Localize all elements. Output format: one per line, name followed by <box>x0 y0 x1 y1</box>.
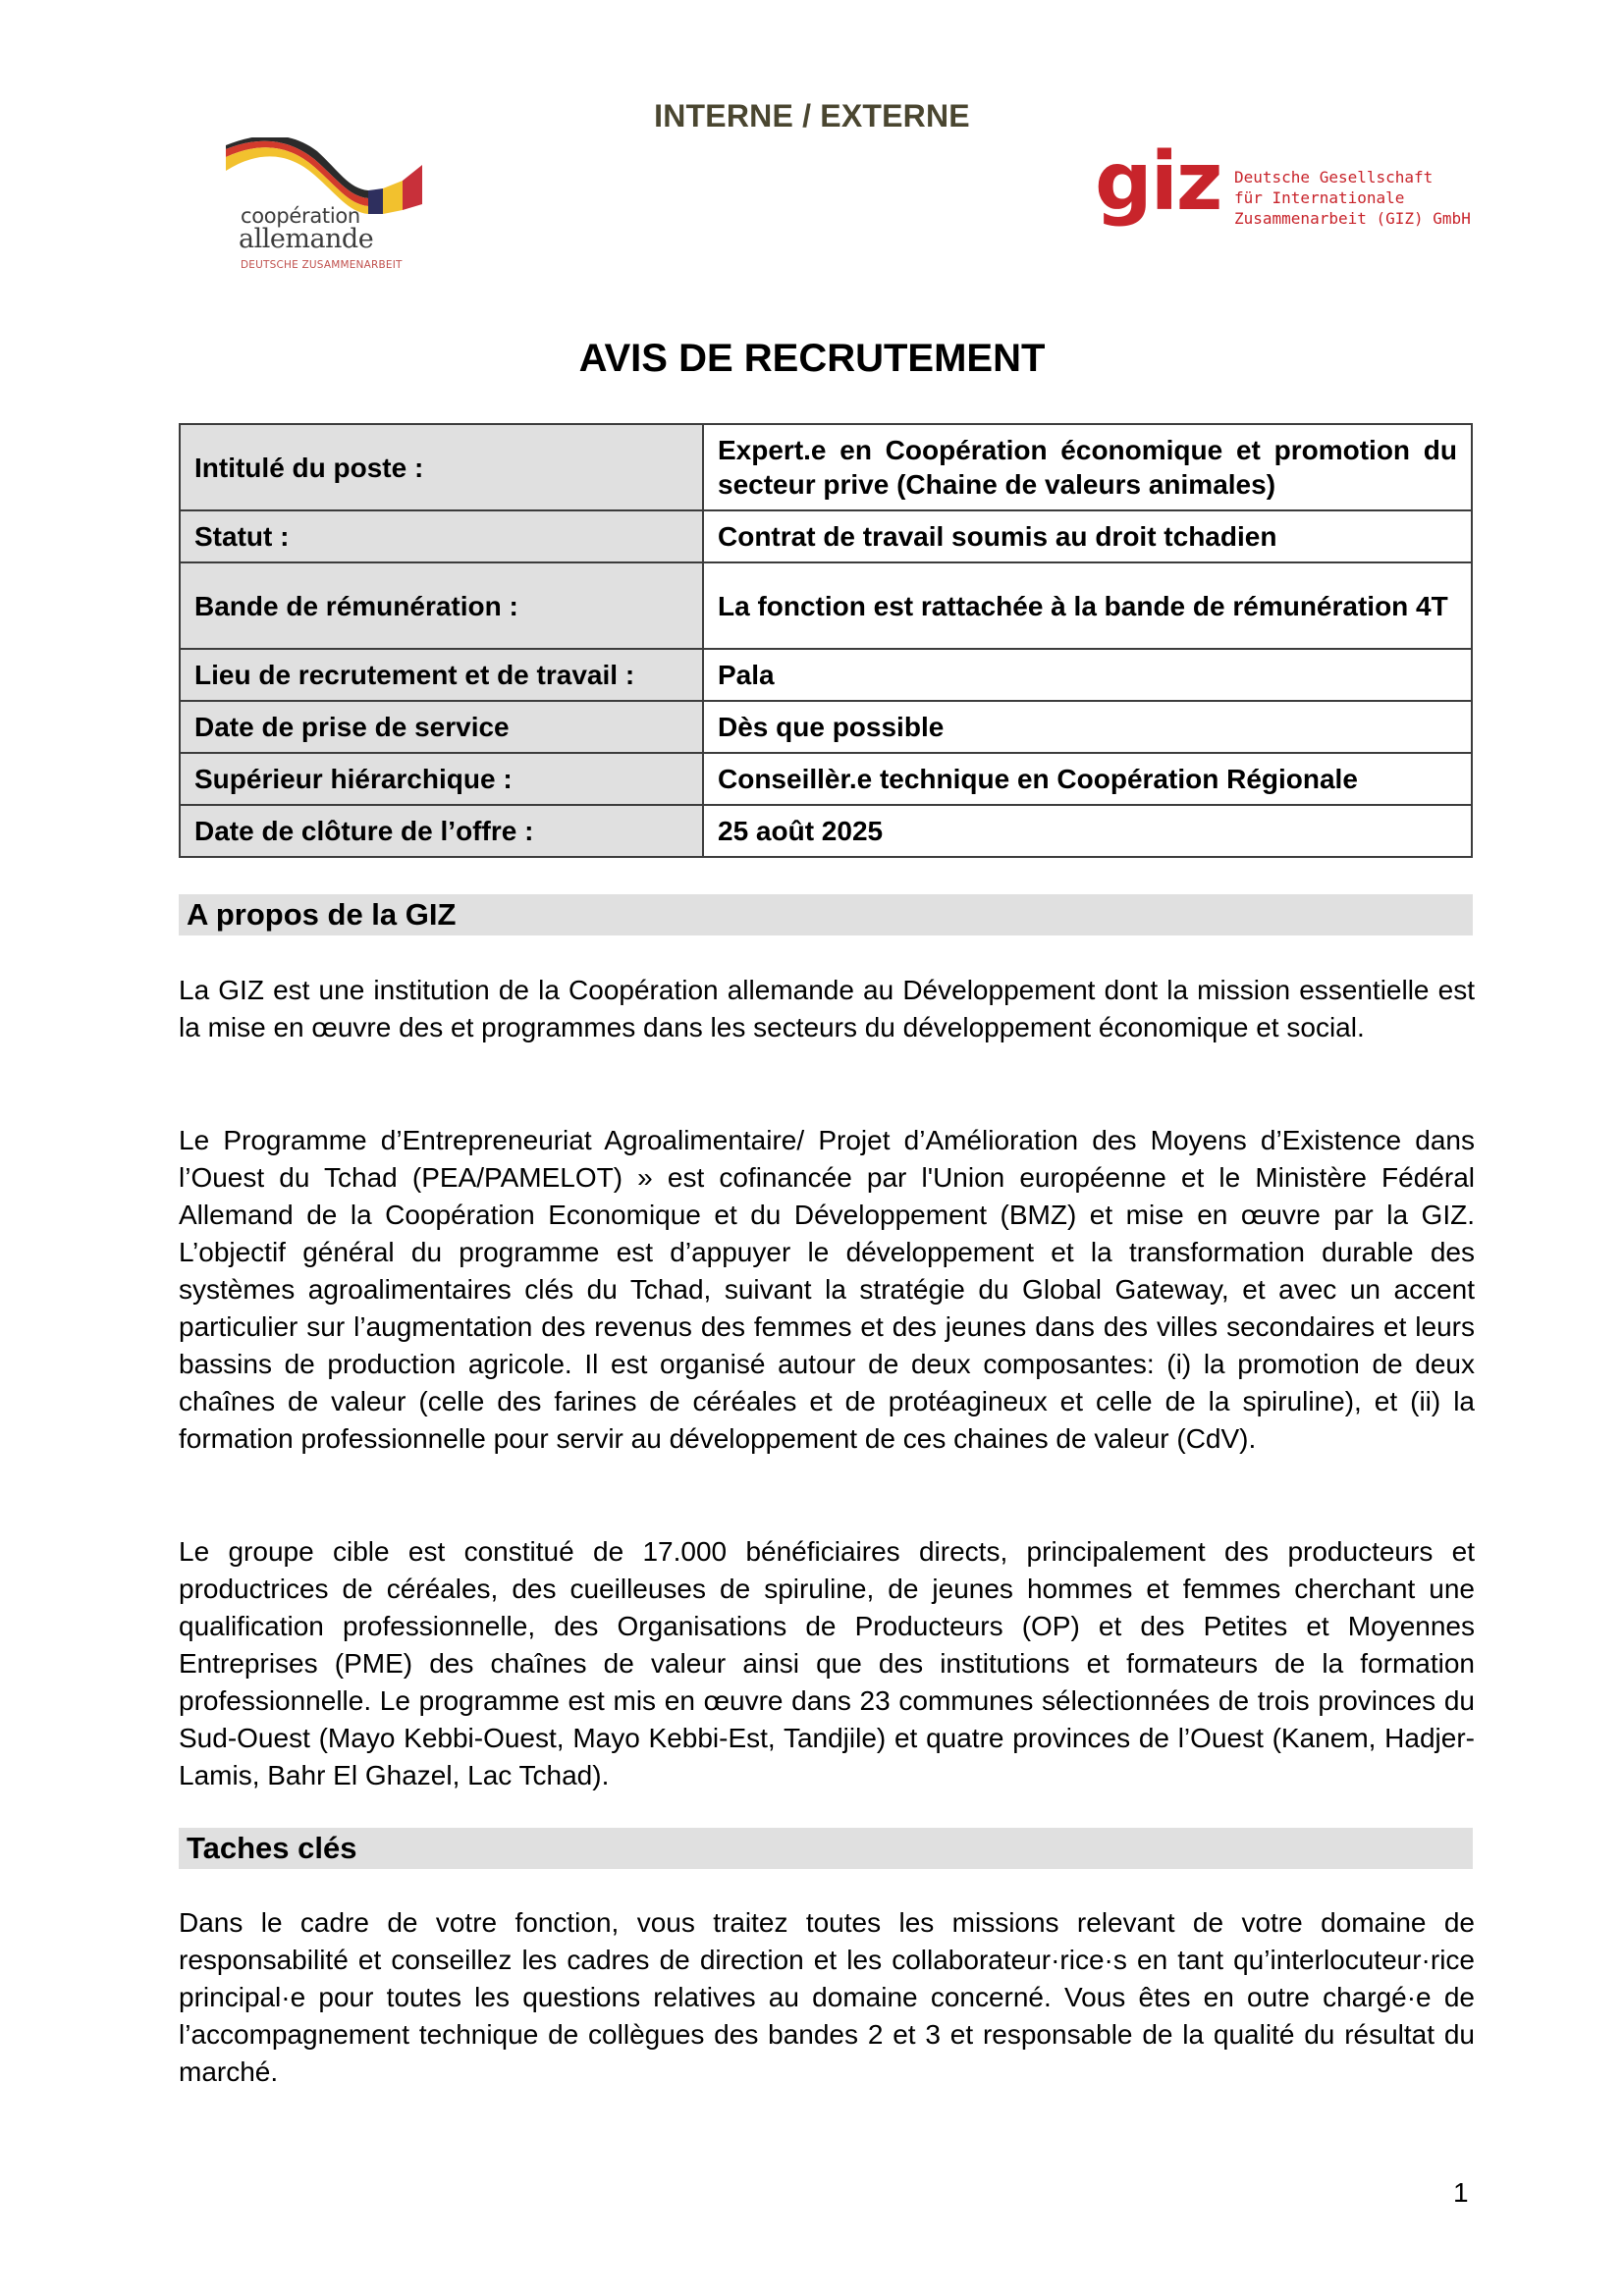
row-label: Supérieur hiérarchique : <box>180 753 703 805</box>
table-row <box>180 424 1472 510</box>
row-label: Statut : <box>180 510 703 562</box>
row-value: La fonction est rattachée à la bande de rémunération 4T <box>703 562 1472 649</box>
job-info-table <box>179 423 1473 858</box>
giz-wordmark: giz <box>1095 135 1221 229</box>
row-label: Date de clôture de l’offre : <box>180 805 703 857</box>
row-label: Lieu de recrutement et de travail : <box>180 649 703 701</box>
row-label: Intitulé du poste : <box>180 424 703 510</box>
cooperation-allemande-logo <box>221 137 476 275</box>
section-heading-about-giz <box>179 894 1473 935</box>
paragraph-programme: Le Programme d’Entrepreneuriat Agroalimentaire/ Projet d’Amélioration des Moyens d’Existence dans l’Ouest du Tchad (PEA/PAMELOT) » est cofinancée par l'Union européenne et le Ministère Fédéral Allemand de la Coopération Economique et du Développement (BMZ) et mise en œuvre par la GIZ. L’objectif général du programme est d’appuyer le développement et la transformation durable des systèmes agroalimentaires clés du Tchad, suivant la stratégie du Global Gateway, et avec un accent particulier sur l’augmentation des revenus des femmes et des jeunes dans des villes secondaires et leurs bassins de production agricole. Il est organisé autour de deux composantes: (i) la promotion de deux chaînes de valeur (celle des farines de céréales et de protéagineux et celle de la spiruline), et (ii) la formation professionnelle pour servir au développement de ces chaines de valeur (CdV). <box>179 1125 1475 1454</box>
table-row <box>180 649 1472 701</box>
logo-text-deutsche-zusammenarbeit: DEUTSCHE ZUSAMMENARBEIT <box>241 259 403 271</box>
section-heading-text: Taches clés <box>187 1831 357 1865</box>
giz-fullname <box>1234 167 1471 229</box>
row-label: Date de prise de service <box>180 701 703 753</box>
row-value: Contrat de travail soumis au droit tchadien <box>703 510 1472 562</box>
paragraph-key-tasks: Dans le cadre de votre fonction, vous traitez toutes les missions relevant de votre domaine de responsabilité et conseillez les cadres de direction et les collaborateur·rice·s en tant qu’interlocuteur·rice principal·e pour toutes les questions relatives au domaine concerné. Vous êtes en outre chargé·e de l’accompagnement technique de collègues des bandes 2 et 3 et responsable de la qualité du résultat du marché. <box>179 1907 1475 2087</box>
page-number: 1 <box>1453 2177 1469 2208</box>
giz-line-1: Deutsche Gesellschaft <box>1234 168 1434 187</box>
logo-text-cooperation: coopération <box>241 204 360 228</box>
row-value: Expert.e en Coopération économique et promotion du secteur prive (Chaine de valeurs animales) <box>703 424 1472 510</box>
row-label: Bande de rémunération : <box>180 562 703 649</box>
row-value: Pala <box>703 649 1472 701</box>
table-row <box>180 562 1472 649</box>
paragraph-about-giz: La GIZ est une institution de la Coopération allemande au Développement dont la mission essentielle est la mise en œuvre des et programmes dans les secteurs du développement économique et social. <box>179 975 1475 1042</box>
giz-logo <box>1095 135 1488 255</box>
paragraph-target-group: Le groupe cible est constitué de 17.000 bénéficiaires directs, principalement des producteurs et productrices de céréales, des cueilleuses de spiruline, de jeunes hommes et femmes cherchant une qualification professionnelle, des Organisations de Producteurs (OP) et des Petites et Moyennes Entreprises (PME) des chaînes de valeur ainsi que des institutions et formateurs de la formation professionnelle. Le programme est mis en œuvre dans 23 communes sélectionnées de trois provinces du Sud-Ouest (Mayo Kebbi-Ouest, Mayo Kebbi-Est, Tandjile) et quatre provinces de l’Ouest (Kanem, Hadjer-Lamis, Bahr El Ghazel, Lac Tchad). <box>179 1536 1475 1790</box>
giz-line-2: für Internationale <box>1234 188 1405 207</box>
table-row <box>180 510 1472 562</box>
row-value: Conseillèr.e technique en Coopération Régionale <box>703 753 1472 805</box>
table-row <box>180 701 1472 753</box>
table-row <box>180 805 1472 857</box>
section-heading-key-tasks <box>179 1828 1473 1869</box>
row-value: Dès que possible <box>703 701 1472 753</box>
classification-label: INTERNE / EXTERNE <box>654 98 970 133</box>
section-heading-text: A propos de la GIZ <box>187 897 457 932</box>
row-value: 25 août 2025 <box>703 805 1472 857</box>
logo-text-allemande: allemande <box>239 224 374 254</box>
table-row <box>180 753 1472 805</box>
page-title: AVIS DE RECRUTEMENT <box>578 337 1046 380</box>
giz-line-3: Zusammenarbeit (GIZ) GmbH <box>1234 209 1471 228</box>
